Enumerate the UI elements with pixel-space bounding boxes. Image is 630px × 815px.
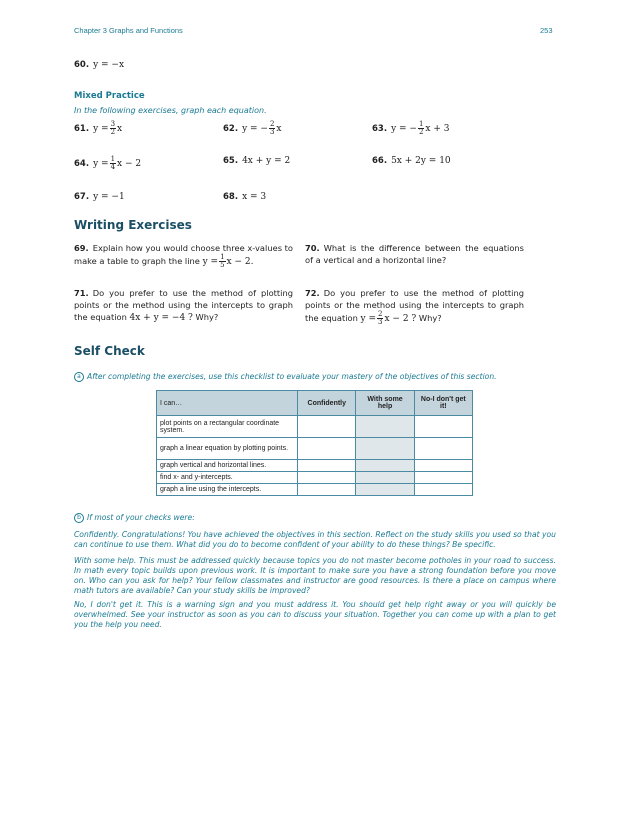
chapter-title: Chapter 3 Graphs and Functions: [74, 26, 183, 35]
equation: y = −1: [93, 192, 125, 202]
checkbox-confidently[interactable]: [298, 438, 356, 460]
problem-text: Do you prefer to use the method of plotting points or the method using the intercepts to graph the equation: [74, 288, 293, 322]
equation: y = −x: [93, 60, 125, 70]
problem-60: [74, 60, 124, 70]
writing-exercises-title: Writing Exercises: [74, 218, 192, 232]
fraction: [418, 121, 424, 136]
numerator: 1: [110, 155, 116, 163]
column-header: With some help: [356, 391, 414, 416]
objective-cell: find x- and y-intercepts.: [157, 472, 298, 484]
equation-rhs: x − 2.: [226, 257, 254, 267]
objective-cell: plot points on a rectangular coordinate system.: [157, 416, 298, 438]
denominator: 5: [220, 261, 225, 269]
problem-67: [74, 192, 125, 202]
fraction: [110, 121, 116, 136]
denominator: 2: [110, 128, 116, 136]
checkbox-with-some-help[interactable]: [356, 460, 414, 472]
table-row: [157, 472, 473, 484]
table-row: [157, 460, 473, 472]
denominator: 2: [418, 128, 424, 136]
equation-lhs: y = −: [391, 124, 417, 134]
checkbox-dont-get-it[interactable]: [414, 438, 472, 460]
equation: 4x + y = −4 ?: [129, 313, 193, 323]
problem-70: [305, 242, 524, 266]
problem-71: [74, 287, 293, 324]
problem-63: [372, 121, 450, 136]
table-row: [157, 484, 473, 496]
checkbox-dont-get-it[interactable]: [414, 484, 472, 496]
problem-number: 60.: [74, 60, 90, 70]
equation: x = 3: [242, 192, 267, 202]
problem-number: 62.: [223, 124, 239, 134]
problem-number: 69.: [74, 243, 89, 253]
denominator: 3: [378, 318, 383, 326]
problem-62: [223, 121, 282, 136]
equation-rhs: x + 3: [425, 124, 450, 134]
checkbox-with-some-help[interactable]: [356, 472, 414, 484]
feedback-question: [74, 513, 195, 523]
feedback-with-some-help: With some help. This must be addressed quickly because topics you do not master become potholes in your road to success. In math every topic builds upon previous work. It is important to make sure you have a strong foundation before you move on. Who can you ask for help? Your fellow classmates and instructor are good resources. Is there a place on campus where math tutors are available? Can your study skills be improved?: [74, 556, 556, 595]
problem-69: [74, 242, 293, 269]
checkbox-dont-get-it[interactable]: [414, 472, 472, 484]
equation: 4x + y = 2: [242, 156, 291, 166]
column-header: I can…: [157, 391, 298, 416]
table-header-row: [157, 391, 473, 416]
equation-lhs: y = −: [242, 124, 268, 134]
equation-rhs: x: [117, 124, 123, 134]
problem-text: What is the difference between the equations of a vertical and a horizontal line?: [305, 243, 524, 265]
checkbox-dont-get-it[interactable]: [414, 416, 472, 438]
column-header: No-I don't get it!: [414, 391, 472, 416]
table-row: [157, 438, 473, 460]
why-text: Why?: [195, 312, 219, 322]
problem-number: 65.: [223, 156, 239, 166]
problem-65: [223, 156, 290, 166]
problem-64: [74, 156, 141, 171]
equation-rhs: x: [276, 124, 282, 134]
problem-68: [223, 192, 266, 202]
self-check-instruction: [74, 372, 497, 382]
problem-66: [372, 156, 451, 166]
equation-rhs: x − 2 ?: [384, 314, 417, 324]
fraction: [110, 156, 116, 171]
denominator: 4: [110, 163, 116, 171]
marker-b: b: [74, 513, 84, 523]
self-check-table: [156, 390, 473, 496]
problem-number: 72.: [305, 288, 320, 298]
table-row: [157, 416, 473, 438]
denominator: 3: [269, 128, 275, 136]
equation: 5x + 2y = 10: [391, 156, 451, 166]
numerator: 3: [110, 120, 116, 128]
problem-number: 66.: [372, 156, 388, 166]
mixed-practice-title: Mixed Practice: [74, 91, 145, 101]
numerator: 1: [418, 120, 424, 128]
feedback-no: No, I don't get it. This is a warning sign and you must address it. You should get help right away or you will quickly be overwhelmed. See your instructor as soon as you can to discuss your situation. Together you can come up with a plan to get you the help you need.: [74, 600, 556, 629]
checkbox-with-some-help[interactable]: [356, 484, 414, 496]
problem-72: [305, 287, 524, 326]
equation-rhs: x − 2: [117, 159, 142, 169]
problem-61: [74, 121, 122, 136]
instruction-text: After completing the exercises, use this checklist to evaluate your mastery of the objectives of this section.: [87, 372, 497, 381]
checkbox-confidently[interactable]: [298, 416, 356, 438]
page-number: 253: [540, 26, 553, 35]
objective-cell: graph a line using the intercepts.: [157, 484, 298, 496]
objective-cell: graph a linear equation by plotting points.: [157, 438, 298, 460]
problem-number: 67.: [74, 192, 90, 202]
numerator: 1: [220, 253, 225, 261]
problem-number: 68.: [223, 192, 239, 202]
equation-lhs: y =: [93, 159, 109, 169]
problem-text: Explain how you would choose three x-values to make a table to graph the line: [74, 243, 293, 266]
column-header: Confidently: [298, 391, 356, 416]
equation-lhs: y =: [360, 314, 377, 324]
checkbox-confidently[interactable]: [298, 472, 356, 484]
fraction: [269, 121, 275, 136]
equation-lhs: y =: [93, 124, 109, 134]
marker-a: a: [74, 372, 84, 382]
checkbox-with-some-help[interactable]: [356, 438, 414, 460]
problem-number: 61.: [74, 124, 90, 134]
mixed-practice-instruction: In the following exercises, graph each equation.: [74, 106, 267, 115]
numerator: 2: [269, 120, 275, 128]
checkbox-confidently[interactable]: [298, 460, 356, 472]
feedback-confidently: Confidently. Congratulations! You have achieved the objectives in this section. Reflect on the study skills you used so that you can continue to use them. What did you do to become confident of your ability to do these things? Be specific.: [74, 530, 556, 549]
question-text: If most of your checks were:: [87, 513, 195, 522]
self-check-title: Self Check: [74, 344, 145, 358]
problem-number: 70.: [305, 243, 320, 253]
problem-number: 63.: [372, 124, 388, 134]
numerator: 2: [378, 310, 383, 318]
problem-number: 64.: [74, 159, 90, 169]
fraction: [377, 311, 383, 326]
checkbox-dont-get-it[interactable]: [414, 460, 472, 472]
problem-number: 71.: [74, 288, 89, 298]
equation-lhs: y =: [202, 257, 219, 267]
why-text: Why?: [418, 313, 442, 323]
problem-text: Do you prefer to use the method of plotting points or the method using the intercepts to graph the equation: [305, 288, 524, 323]
checkbox-confidently[interactable]: [298, 484, 356, 496]
checkbox-with-some-help[interactable]: [356, 416, 414, 438]
fraction: [219, 254, 225, 269]
objective-cell: graph vertical and horizontal lines.: [157, 460, 298, 472]
